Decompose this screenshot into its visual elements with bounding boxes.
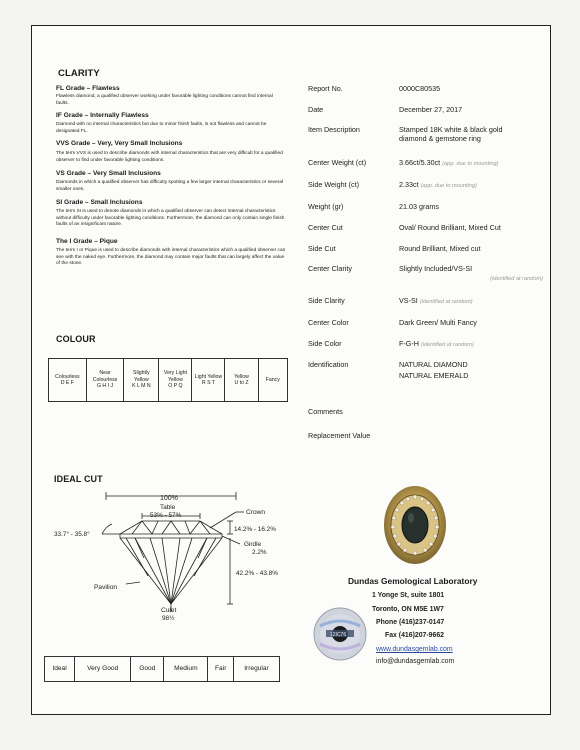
report-value: 3.66ct/5.30ct (app. due to mounting)	[399, 158, 499, 167]
report-value: 2.33ct (app. due to mounting)	[399, 180, 477, 189]
girdle-label: Girdle	[244, 541, 262, 548]
report-label: Center Clarity	[308, 264, 352, 273]
colour-grade-table	[48, 358, 288, 402]
colour-cell: Yellow U to Z	[225, 359, 258, 402]
report-label: Replacement Value	[308, 431, 371, 440]
cut-grade-cell: Good	[131, 657, 164, 682]
clarity-grade-title: VS Grade – Very Small Inclusions	[56, 170, 161, 177]
hologram-seal	[312, 606, 368, 662]
clarity-grade-title: The I Grade – Pique	[56, 238, 118, 245]
lab-fax: Fax (416)207-9662	[385, 632, 444, 639]
clarity-grade-desc: The term VVS is used to describe diamonds with internal characteristics that are very difficult for a qualified observer to find under favorable lighting conditions.	[56, 151, 283, 163]
lab-name: Dundas Gemological Laboratory	[348, 576, 478, 586]
report-value: Dark Green/ Multi Fancy	[399, 318, 477, 327]
clarity-grade-title: SI Grade – Small Inclusions	[56, 199, 143, 206]
report-value: NATURAL DIAMOND	[399, 360, 468, 369]
lab-phone: Phone (416)237-0147	[376, 619, 445, 626]
colour-cell: Colourless D E F	[49, 359, 87, 402]
report-value: F-G-H (identified at random)	[399, 339, 474, 348]
report-label: Identification	[308, 360, 349, 369]
table-range-label: 53% - 57%	[150, 512, 182, 519]
colour-cell: Slightly Yellow K L M N	[124, 359, 159, 402]
svg-text:12IC76: 12IC76	[330, 632, 347, 638]
report-value: Slightly Included/VS-SI	[399, 264, 473, 273]
lab-address-line2: Toronto, ON M5E 1W7	[372, 606, 444, 613]
clarity-grade-title: FL Grade – Flawless	[56, 85, 120, 92]
report-label: Comments	[308, 407, 343, 416]
clarity-grade-desc: Flawless diamond, a qualified observer working under favorable lighting conditions cannot find internal faults.	[56, 94, 273, 106]
lab-website-link[interactable]: www.dundasgemlab.com	[376, 646, 453, 653]
colour-cell: Fancy	[258, 359, 287, 402]
report-value: Oval/ Round Brilliant, Mixed Cut	[399, 223, 501, 232]
ideal-cut-heading: IDEAL CUT	[54, 474, 103, 484]
report-label: Center Color	[308, 318, 349, 327]
report-label: Side Clarity	[308, 296, 345, 305]
report-label: Date	[308, 105, 324, 114]
colour-heading: COLOUR	[56, 334, 96, 344]
cut-grade-cell: Very Good	[75, 657, 131, 682]
report-value: NATURAL EMERALD	[399, 371, 469, 380]
colour-cell: Very Light Yellow O P Q	[159, 359, 192, 402]
report-label: Center Cut	[308, 223, 343, 232]
total-width-label: 100%	[160, 495, 178, 502]
colour-cell: Near Colourless G H I J	[86, 359, 124, 402]
colour-cell: Light Yellow R S T	[192, 359, 225, 402]
cut-grade-cell: Fair	[208, 657, 233, 682]
clarity-grade-desc: The term SI is used to denote diamonds in which a qualified observer can detect internal characteristics without difficulty under favorable lighting conditions. Furthermore, the diamond can only contain single finish faults of an insignificant nature.	[56, 209, 285, 228]
ring-photo	[380, 484, 450, 568]
cut-grade-cell: Ideal	[45, 657, 75, 682]
report-value: Round Brilliant, Mixed cut	[399, 244, 481, 253]
diamond-diagram	[40, 486, 310, 626]
girdle-value: 2.2%	[252, 549, 267, 556]
culet-label: Culet	[161, 607, 177, 614]
clarity-grade-desc: Diamonds in which a qualified observer has difficulty spotting a few larger internal characteristics or several smaller ones.	[56, 180, 284, 192]
lab-email: info@dundasgemlab.com	[376, 658, 455, 665]
report-value: December 27, 2017	[399, 105, 463, 114]
report-label: Side Cut	[308, 244, 336, 253]
cut-grade-cell: Medium	[164, 657, 208, 682]
pavilion-label: Pavilion	[94, 584, 118, 591]
report-label: Side Color	[308, 339, 342, 348]
report-label: Report No.	[308, 84, 343, 93]
report-label: Side Weight (ct)	[308, 180, 359, 189]
clarity-grade-desc: The term I or Pique is used to describe diamonds with internal characteristics which a qualified observer can see with the naked eye. Furthermore, the diamond may contain major faults that can largely affect the value of the stone.	[56, 248, 286, 267]
clarity-grade-title: VVS Grade – Very, Very Small Inclusions	[56, 140, 183, 147]
report-label: Weight (gr)	[308, 202, 344, 211]
culet-value: 98½	[162, 615, 175, 622]
report-value: VS-SI (identified at random)	[399, 296, 473, 305]
lab-address-line1: 1 Yonge St, suite 1801	[372, 592, 445, 599]
report-label: Center Weight (ct)	[308, 158, 367, 167]
crown-angle-label: 33.7° - 35.8°	[54, 531, 90, 538]
crown-label: Crown	[246, 509, 266, 516]
clarity-annotation: (identified at random)	[490, 276, 543, 282]
report-value: Stamped 18K white & black gold diamond & gemstone ring	[399, 125, 503, 143]
report-value: 0000C80535	[399, 84, 441, 93]
report-label: Item Description	[308, 125, 360, 134]
pavilion-range-label: 42.2% - 43.8%	[236, 570, 278, 577]
cut-grade-table	[44, 656, 280, 682]
clarity-grade-title: IF Grade – Internally Flawless	[56, 112, 149, 119]
crown-range-label: 14.2% - 16.2%	[234, 526, 276, 533]
table-label: Table	[160, 504, 176, 511]
clarity-heading: CLARITY	[58, 68, 100, 79]
cut-grade-cell: Irregular	[233, 657, 279, 682]
clarity-grade-desc: Diamond with no internal characteristics but due to minor finish faults, is not flawless and cannot be designated FL.	[56, 122, 267, 134]
report-value: 21.03 grams	[399, 202, 439, 211]
